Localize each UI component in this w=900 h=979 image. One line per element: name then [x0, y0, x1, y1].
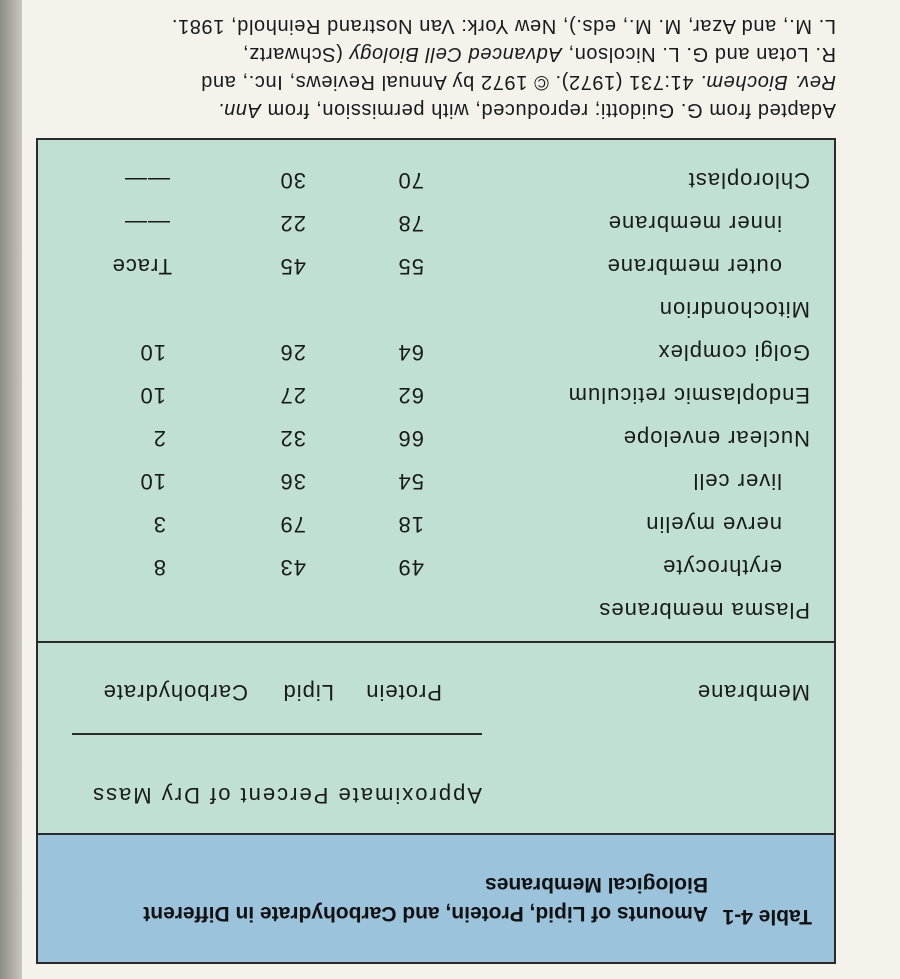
membrane-cell: Mitochondrion	[658, 297, 810, 322]
membrane-cell: Plasma membranes	[598, 598, 810, 623]
table-row	[38, 335, 834, 365]
carbohydrate-cell: 2	[152, 426, 166, 451]
membrane-cell: liver cell	[692, 469, 782, 494]
table-row	[38, 249, 834, 279]
membrane-cell: inner membrane	[607, 211, 782, 236]
table-body	[38, 140, 834, 833]
carbohydrate-cell: 10	[139, 469, 166, 494]
carbohydrate-cell: 3	[152, 512, 166, 537]
lipid-cell: 45	[279, 254, 306, 279]
table-footnote	[6, 12, 836, 124]
protein-cell: 55	[397, 254, 424, 279]
protein-cell: 62	[397, 383, 424, 408]
protein-cell: 18	[397, 512, 424, 537]
table-title: Amounts of Lipid, Protein, and Carbohydrate in Different Biological Membranes	[143, 873, 708, 925]
lipid-cell: 43	[279, 555, 306, 580]
table-caption	[38, 833, 834, 962]
membrane-cell: nerve myelin	[645, 512, 782, 537]
table-row	[38, 464, 834, 494]
membrane-cell: Chloroplast	[687, 168, 810, 193]
lipid-cell: 32	[279, 426, 306, 451]
protein-cell: 70	[397, 168, 424, 193]
membrane-cell: Endoplasmic reticulum	[567, 383, 810, 408]
footnote-text: (Schwartz,	[242, 43, 350, 65]
lipid-cell: 79	[279, 512, 306, 537]
membrane-cell: Nuclear envelope	[622, 426, 810, 451]
header-rule	[38, 641, 834, 643]
footnote-text: 41:731 (1972). © 1972 by Annual Reviews, Inc., and	[200, 71, 700, 93]
lipid-cell: 36	[279, 469, 306, 494]
lipid-cell: 27	[279, 383, 306, 408]
table-row	[38, 378, 834, 408]
column-header-protein: Protein	[365, 680, 442, 705]
lipid-cell: 26	[279, 340, 306, 365]
table-row	[38, 421, 834, 451]
protein-cell: 66	[397, 426, 424, 451]
table-number: Table 4-1	[722, 905, 812, 928]
carbohydrate-cell: 10	[139, 340, 166, 365]
table-row	[38, 593, 834, 623]
membrane-cell: outer membrane	[606, 254, 782, 279]
table-row	[38, 206, 834, 236]
lipid-cell: 22	[279, 211, 306, 236]
footnote-book: Advanced Cell Biology	[349, 43, 562, 65]
carbohydrate-cell: ——	[124, 211, 170, 236]
footnote-text: Adapted from G. Guidotti; reproduced, with permission, from	[260, 99, 836, 121]
carbohydrate-cell: 8	[152, 555, 166, 580]
carbohydrate-cell: 10	[139, 383, 166, 408]
lipid-cell: 30	[279, 168, 306, 193]
membrane-cell: erythrocyte	[662, 555, 782, 580]
footnote-line	[6, 96, 836, 124]
table-row	[38, 550, 834, 580]
footnote-line	[6, 40, 836, 68]
carbohydrate-cell: ——	[124, 168, 170, 193]
footnote-line: L. M., and Azar, M. M., eds.), New York: Van Nostrand Reinhold, 1981.	[171, 15, 836, 37]
footnote-line	[6, 68, 836, 96]
table-row	[38, 292, 834, 322]
membrane-cell: Golgi complex	[657, 340, 810, 365]
protein-cell: 64	[397, 340, 424, 365]
protein-cell: 78	[397, 211, 424, 236]
column-header-membrane: Membrane	[696, 680, 810, 705]
carbohydrate-cell: Trace	[111, 254, 172, 279]
footnote-journal: Rev. Biochem.	[699, 71, 836, 93]
table-row	[38, 507, 834, 537]
footnote-journal: Ann.	[217, 99, 261, 121]
column-header-lipid: Lipid	[282, 680, 334, 705]
table-row	[38, 163, 834, 193]
spanning-header-rule	[72, 733, 482, 735]
scanner-edge	[0, 0, 22, 979]
column-header-carbohydrate: Carbohydrate	[102, 680, 248, 705]
spanning-header: Approximate Percent of Dry Mass	[91, 783, 482, 808]
protein-cell: 49	[397, 555, 424, 580]
footnote-text: R. Lotan and G. L. Nicolson,	[561, 43, 836, 65]
protein-cell: 54	[397, 469, 424, 494]
membrane-table	[36, 138, 836, 964]
